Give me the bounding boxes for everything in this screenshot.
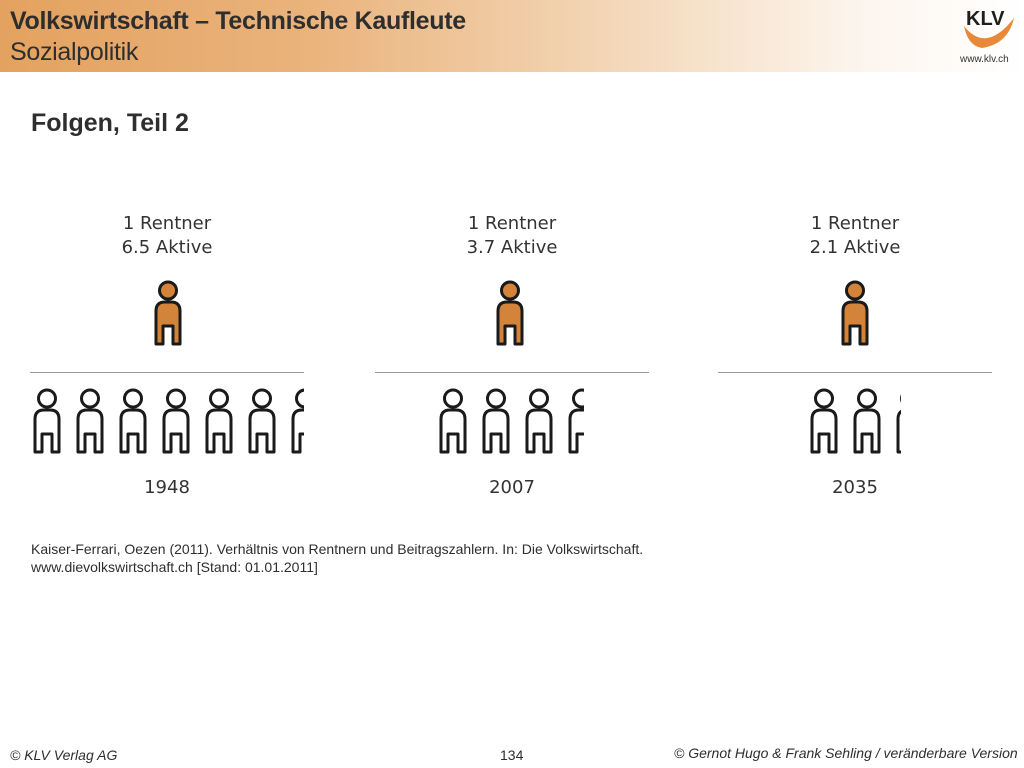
- pensioner-label: 1 Rentner: [810, 213, 900, 234]
- person-outline-icon: [807, 388, 841, 460]
- divider-line: [30, 372, 304, 373]
- year-label: 2035: [832, 477, 878, 498]
- header-title: Volkswirtschaft – Technische Kaufleute: [10, 7, 466, 35]
- header-subtitle: Sozialpolitik: [10, 38, 139, 66]
- divider-line: [718, 372, 992, 373]
- pensioner-icon: [838, 280, 872, 352]
- actives-row: [30, 388, 304, 460]
- person-outline-icon: [30, 388, 64, 460]
- pensioner-icon: [493, 280, 527, 352]
- source-citation: [31, 540, 643, 576]
- panel-2035: [718, 210, 992, 510]
- year-label: 2007: [489, 477, 535, 498]
- person-outline-icon: [288, 388, 304, 460]
- footer-authors: © Gernot Hugo & Frank Sehling / veränderbare Version: [674, 745, 1018, 761]
- pensioner-icon: [151, 280, 185, 352]
- person-outline-icon: [893, 388, 901, 460]
- page-number: 134: [500, 747, 524, 763]
- person-outline-icon: [159, 388, 193, 460]
- person-outline-icon: [522, 388, 556, 460]
- panel-2007: [375, 210, 649, 510]
- year-label: 1948: [144, 477, 190, 498]
- klv-logo: [958, 4, 1020, 54]
- person-outline-icon: [565, 388, 584, 460]
- person-outline-icon: [73, 388, 107, 460]
- actives-label: 6.5 Aktive: [121, 237, 213, 258]
- person-outline-icon: [202, 388, 236, 460]
- person-outline-icon: [436, 388, 470, 460]
- divider-line: [375, 372, 649, 373]
- panel-1948: [30, 210, 304, 510]
- actives-label: 2.1 Aktive: [809, 237, 901, 258]
- slide-header: [0, 0, 1024, 72]
- pensioner-label: 1 Rentner: [122, 213, 212, 234]
- actives-row: [807, 388, 901, 460]
- person-outline-icon: [850, 388, 884, 460]
- person-outline-icon: [479, 388, 513, 460]
- source-line-1: Kaiser-Ferrari, Oezen (2011). Verhältnis von Rentnern und Beitragszahlern. In: Die Volkswirtschaft.: [31, 541, 644, 557]
- footer-copyright: © KLV Verlag AG: [10, 747, 118, 763]
- source-line-2: www.dievolkswirtschaft.ch [Stand: 01.01.2011]: [31, 559, 318, 575]
- person-outline-icon: [245, 388, 279, 460]
- person-outline-icon: [116, 388, 150, 460]
- logo-text: KLV: [966, 8, 1005, 30]
- slide-title: Folgen, Teil 2: [31, 109, 189, 137]
- pensioner-label: 1 Rentner: [467, 213, 557, 234]
- actives-row: [436, 388, 584, 460]
- logo-url: www.klv.ch: [960, 54, 1009, 65]
- actives-label: 3.7 Aktive: [466, 237, 558, 258]
